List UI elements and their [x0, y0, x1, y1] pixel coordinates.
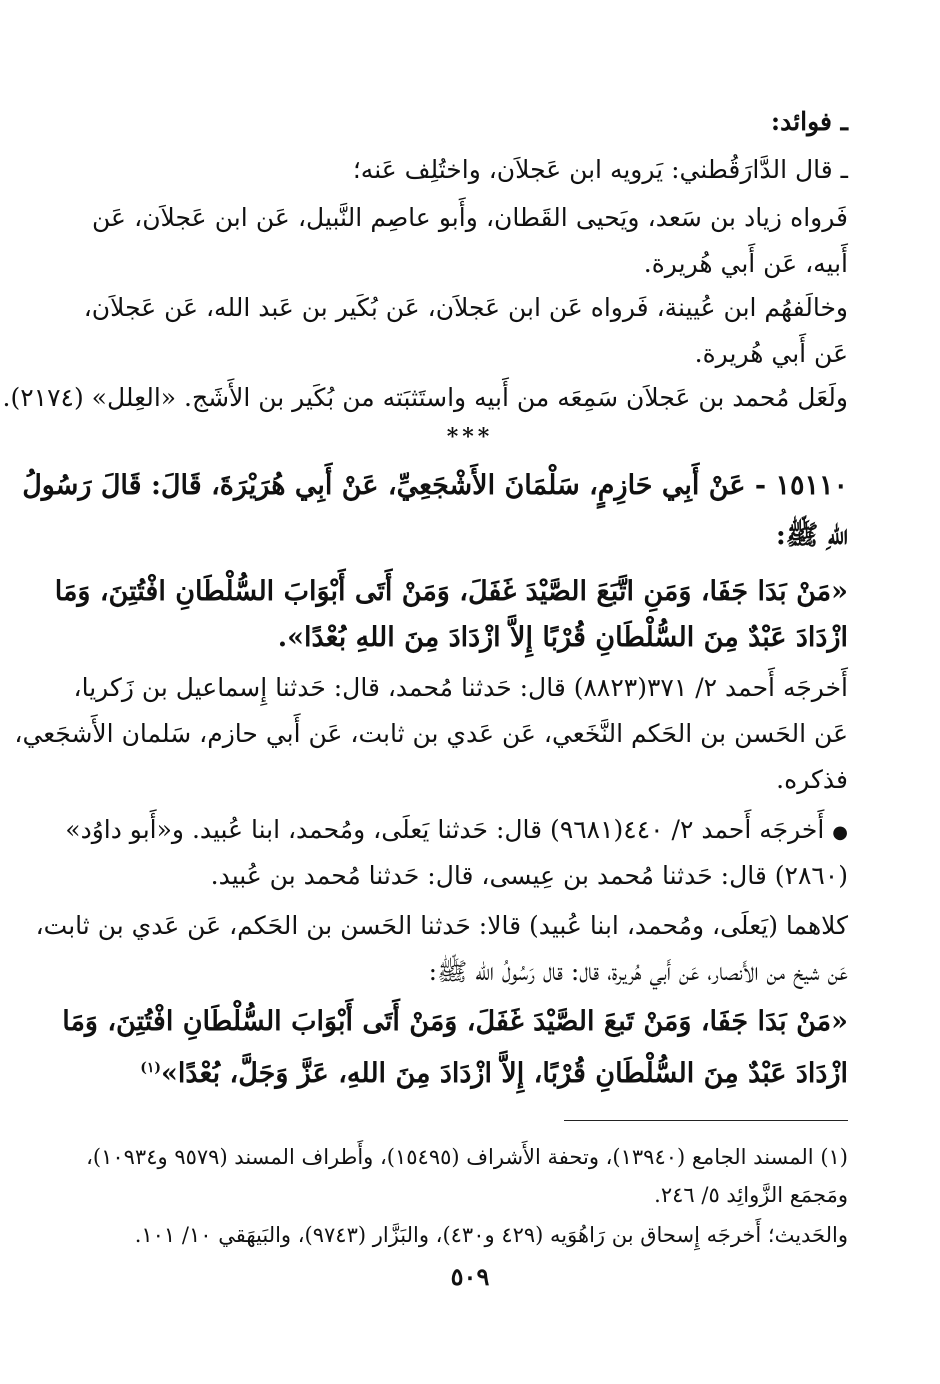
takhrij-line-3: فذكره. — [776, 765, 848, 794]
text-line-5: عَن أَبي هُريرة. — [694, 339, 848, 368]
takhrij-bullet-line-2: (٢٨٦٠) قال: حَدثنا مُحمد بن عِيسى، قال: حَدثنا مُحمد بن عُبيد. — [210, 861, 848, 890]
text-line-3: أَبيه، عَن أَبي هُريرة. — [643, 249, 848, 278]
hadith-text-line-4 — [92, 1048, 848, 1094]
text-line-1: ـ قال الدَّارَقُطني: يَرويه ابن عَجلاَن، واختُلِف عَنه؛ — [352, 155, 848, 184]
section-heading: ـ فوائد: — [770, 107, 848, 136]
hadith-text-line-3: «مَنْ بَدَا جَفَا، وَمَنْ تَبعَ الصَّيْدَ غَفَلَ، وَمَنْ أَتَى أَبْوَابَ السُّلْطَانِ افْتُتِنَ، وَمَا — [62, 1006, 848, 1037]
footnote-marker: (١) — [140, 1060, 161, 1076]
text-line-6: ولَعَل مُحمد بن عَجلاَن سَمِعَه من أَبيه واستَثبَته من بُكَير بن الأَشَج. «العِلل» (٢١٧٤). — [2, 383, 848, 412]
takhrij-line-5: عَن شيخ من الأَنصار، عَن أَبي هُريرة، قال: قال رَسُولُ الله ﷺ: — [428, 957, 848, 986]
hadith-text-line-1: «مَنْ بَدَا جَفَا، وَمَنِ اتَّبَعَ الصَّيْدَ غَفَلَ، وَمَنْ أَتَى أَبْوَابَ السُّلْطَانِ افْتُتِنَ، وَمَا — [54, 576, 848, 607]
footnote-divider — [564, 1120, 848, 1121]
hadith-header-line-2: اللهِ ﷺ: — [775, 520, 848, 551]
takhrij-bullet-line-1 — [65, 810, 848, 853]
takhrij-bullet-text: أَخرجَه أَحمد ٢/ ٤٤٠(٩٦٨١) قال: حَدثنا يَعلَى، ومُحمد، ابنا عُبيد. و«أَبو داوُد» — [65, 815, 825, 844]
takhrij-line-4: كلاهما (يَعلَى، ومُحمد، ابنا عُبيد) قالا: حَدثنا الحَسن بن الحَكم، عَن عَدي بن ثابت، — [35, 911, 848, 940]
hadith-header-line-1: ١٥١١٠ - عَنْ أَبِي حَازِمٍ، سَلْمَانَ الأَشْجَعِيِّ، عَنْ أَبِي هُرَيْرَةَ، قَالَ: قَالَ رَسُولُ — [22, 470, 848, 501]
footnote-line-2: ومَجمَع الزَّوائِد ٥/ ٢٤٦. — [654, 1183, 848, 1207]
hadith-text-line-4-body: ازْدَادَ عَبْدٌ مِنَ السُّلْطَانِ قُرْبًا، إِلاَّ ازْدَادَ مِنَ اللهِ، عَزَّ وَجَلَّ، بُعْدًا» — [161, 1058, 848, 1089]
footnote-line-1: (١) المسند الجامع (١٣٩٤٠)، وتحفة الأَشراف (١٥٤٩٥)، وأَطراف المسند (٩٥٧٩ و١٠٩٣٤)، — [86, 1145, 848, 1169]
takhrij-line-2: عَن الحَسن بن الحَكم النَّخَعي، عَن عَدي بن ثابت، عَن أَبي حازم، سَلمان الأَشجَعي، — [14, 719, 848, 748]
bullet-icon: ● — [832, 822, 848, 843]
text-line-4: وخالَفهُم ابن عُيينة، فَرواه عَن ابن عَجلاَن، عَن بُكَير بن عَبد الله، عَن عَجلاَن، — [83, 293, 848, 322]
footnote-line-3: والحَديث؛ أَخرجَه إِسحاق بن رَاهُوَيه (٤٢٩ و٤٣٠)، والبَزَّار (٩٧٤٣)، والبَيهَقي ١٠/ ١٠١. — [134, 1223, 848, 1247]
text-line-2: فَرواه زياد بن سَعد، ويَحيى القَطان، وأَبو عاصِم النَّبيل، عَن ابن عَجلاَن، عَن — [92, 203, 848, 232]
separator-stars: *** — [446, 424, 494, 450]
page-number: ٥٠٩ — [450, 1262, 490, 1291]
takhrij-line-1: أَخرجَه أَحمد ٢/ ٣٧١(٨٨٢٣) قال: حَدثنا مُحمد، قال: حَدثنا إِسماعيل بن زَكريا، — [73, 673, 848, 702]
hadith-text-line-2: ازْدَادَ عَبْدٌ مِنَ السُّلْطَانِ قُرْبًا إِلاَّ ازْدَادَ مِنَ اللهِ بُعْدًا». — [277, 622, 848, 653]
